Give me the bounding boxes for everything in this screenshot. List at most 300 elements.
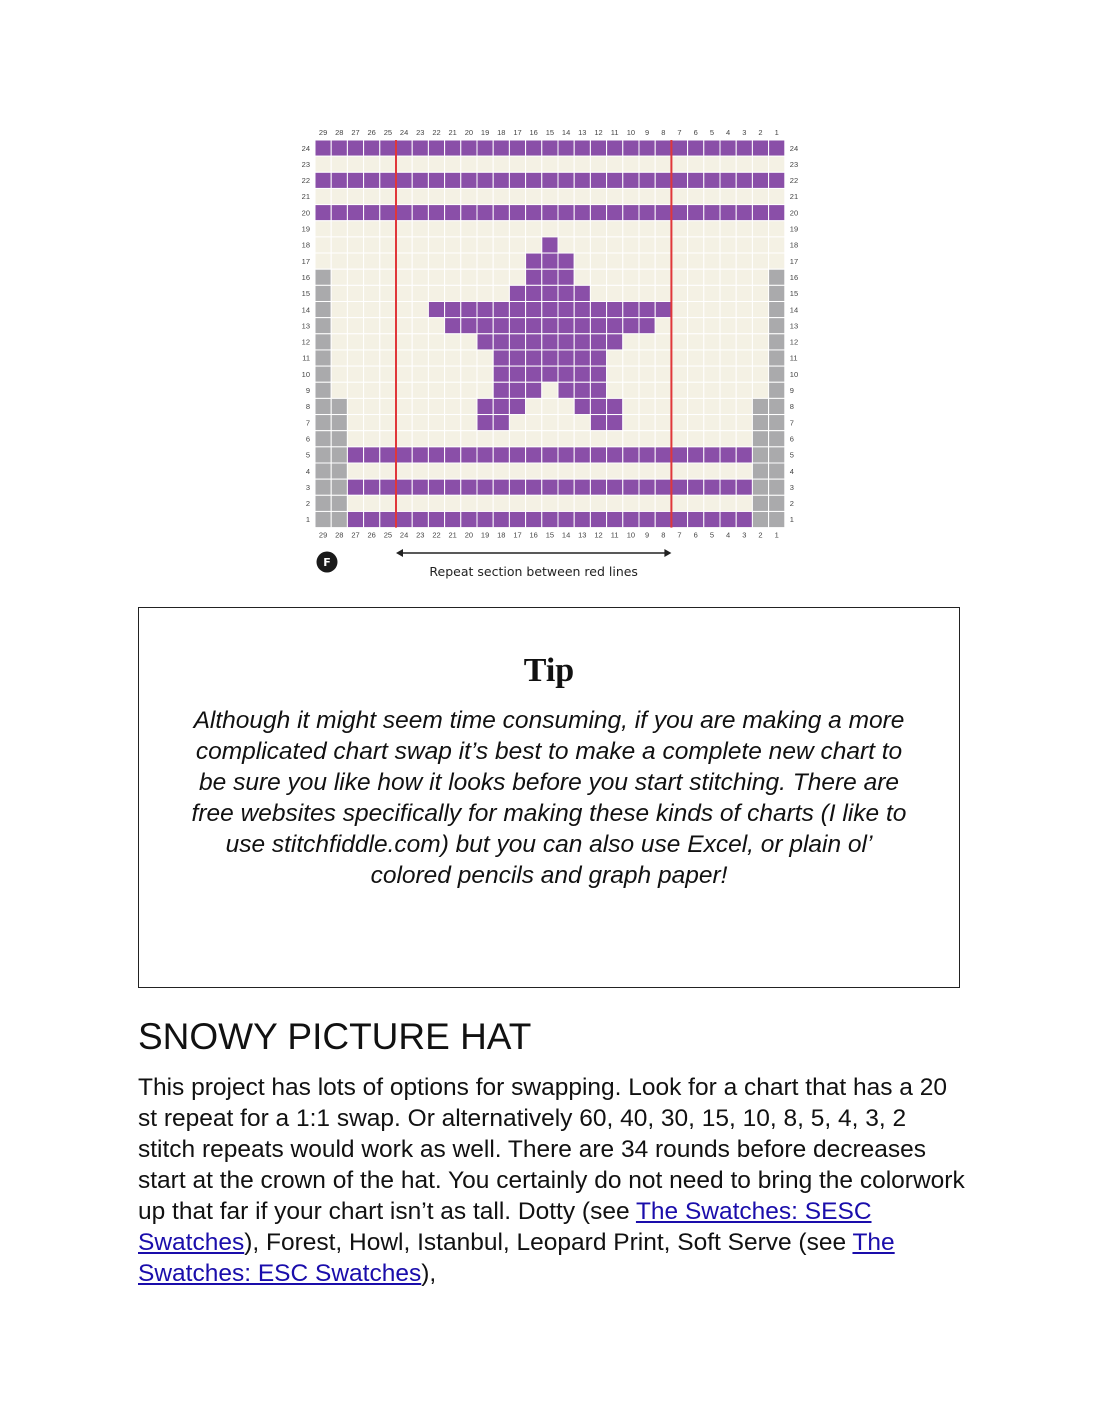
chart-cell: [769, 318, 785, 334]
chart-cell: [331, 495, 347, 511]
row-number: 2: [789, 499, 794, 509]
chart-cell: [347, 188, 363, 204]
chart-cell: [445, 415, 461, 431]
row-number: 20: [301, 208, 310, 218]
chart-cell: [704, 156, 720, 172]
column-number: 9: [645, 530, 650, 540]
chart-cell: [720, 156, 736, 172]
row-number: 13: [789, 321, 799, 331]
chart-cell: [736, 431, 752, 447]
chart-cell: [720, 334, 736, 350]
chart-cell: [331, 415, 347, 431]
chart-cell: [364, 237, 380, 253]
chart-cell: [526, 221, 542, 237]
chart-cell: [752, 285, 768, 301]
paragraph-text-3: ),: [421, 1260, 437, 1287]
chart-cell: [412, 415, 428, 431]
row-number: 22: [789, 176, 799, 186]
chart-cell: [331, 253, 347, 269]
chart-cell: [315, 221, 331, 237]
row-number: 22: [301, 176, 310, 186]
chart-cell: [574, 334, 590, 350]
chart-cell: [688, 463, 704, 479]
chart-cell: [655, 318, 671, 334]
chart-cell: [412, 156, 428, 172]
chart-cell: [364, 495, 380, 511]
chart-cell: [380, 253, 396, 269]
chart-cell: [509, 302, 525, 318]
chart-cell: [752, 382, 768, 398]
chart-cell: [509, 431, 525, 447]
chart-cell: [461, 140, 477, 156]
column-number: 29: [318, 530, 328, 540]
column-number: 17: [513, 128, 522, 137]
column-number: 21: [448, 128, 457, 137]
chart-cell: [412, 463, 428, 479]
chart-cell: [655, 398, 671, 414]
chart-cell: [769, 382, 785, 398]
chart-cell: [396, 302, 412, 318]
chart-cell: [574, 237, 590, 253]
chart-cell: [704, 237, 720, 253]
chart-cell: [704, 366, 720, 382]
column-number: 5: [709, 530, 714, 540]
chart-cell: [590, 447, 606, 463]
chart-cell: [671, 285, 687, 301]
column-number: 10: [626, 128, 636, 137]
column-number: 10: [626, 530, 636, 540]
chart-cell: [574, 140, 590, 156]
chart-cell: [688, 237, 704, 253]
column-number: 20: [464, 128, 474, 137]
column-number: 9: [645, 128, 650, 137]
chart-cell: [477, 221, 493, 237]
column-number: 24: [399, 530, 409, 540]
chart-cell: [380, 285, 396, 301]
chart-cell: [542, 156, 558, 172]
chart-cell: [364, 415, 380, 431]
chart-cell: [542, 318, 558, 334]
chart-cell: [671, 431, 687, 447]
chart-cell: [396, 463, 412, 479]
chart-cell: [752, 269, 768, 285]
chart-cell: [639, 269, 655, 285]
chart-cell: [526, 188, 542, 204]
chart-cell: [542, 237, 558, 253]
chart-cell: [493, 205, 509, 221]
chart-cell: [639, 447, 655, 463]
chart-cell: [428, 269, 444, 285]
chart-cell: [347, 447, 363, 463]
chart-cell: [364, 463, 380, 479]
chart-cell: [542, 366, 558, 382]
column-number: 18: [497, 530, 506, 540]
chart-cell: [704, 350, 720, 366]
column-number: 28: [335, 530, 344, 540]
column-number: 15: [545, 128, 555, 137]
chart-cell: [331, 447, 347, 463]
chart-cell: [688, 398, 704, 414]
chart-cell: [704, 398, 720, 414]
row-number: 17: [789, 256, 799, 266]
chart-cell: [331, 205, 347, 221]
chart-cell: [769, 479, 785, 495]
chart-cell: [461, 447, 477, 463]
chart-cell: [736, 172, 752, 188]
chart-cell: [655, 366, 671, 382]
chart-cell: [412, 140, 428, 156]
chart-cell: [347, 285, 363, 301]
chart-cell: [380, 205, 396, 221]
chart-cell: [542, 221, 558, 237]
chart-cell: [493, 334, 509, 350]
chart-cell: [509, 205, 525, 221]
chart-cell: [558, 172, 574, 188]
chart-cell: [623, 253, 639, 269]
column-number: 19: [480, 128, 490, 137]
column-numbers-bottom: [319, 531, 779, 540]
chart-cell: [493, 188, 509, 204]
chart-cell: [380, 302, 396, 318]
chart-cell: [412, 366, 428, 382]
chart-cell: [364, 188, 380, 204]
row-number: 14: [789, 305, 799, 315]
chart-cell: [445, 140, 461, 156]
chart-cell: [574, 302, 590, 318]
chart-cell: [752, 398, 768, 414]
chart-cell: [461, 398, 477, 414]
chart-cell: [720, 382, 736, 398]
chart-cell: [509, 156, 525, 172]
chart-cell: [590, 382, 606, 398]
chart-cell: [526, 269, 542, 285]
row-number: 8: [305, 402, 310, 412]
chart-cell: [477, 334, 493, 350]
chart-cell: [331, 188, 347, 204]
tip-body: Although it might seem time consuming, if you are making a more complicated chart swap it’s best to make a complete new chart to be sure you like how it looks before you start stitching. There are free websites specifically for making these kinds of charts (I like to use stitchfiddle.com) but you can also use Excel, or plain ol’ colored pencils and graph paper!: [191, 707, 907, 889]
chart-cell: [428, 334, 444, 350]
chart-cell: [493, 253, 509, 269]
chart-cell: [477, 172, 493, 188]
chart-cell: [428, 366, 444, 382]
chart-cell: [720, 237, 736, 253]
chart-cell: [590, 285, 606, 301]
chart-cell: [590, 140, 606, 156]
row-number: 10: [789, 369, 799, 379]
chart-cell: [623, 318, 639, 334]
chart-cell: [639, 431, 655, 447]
chart-cell: [347, 495, 363, 511]
link-esc-swatches[interactable]: The Swatches: ESC Swatches: [138, 1229, 895, 1287]
chart-cell: [380, 221, 396, 237]
chart-cell: [736, 188, 752, 204]
chart-cell: [493, 511, 509, 527]
chart-cell: [704, 334, 720, 350]
chart-cell: [461, 463, 477, 479]
chart-cell: [461, 269, 477, 285]
chart-cell: [493, 140, 509, 156]
chart-cell: [704, 511, 720, 527]
chart-cell: [477, 237, 493, 253]
chart-cell: [477, 285, 493, 301]
chart-cell: [461, 253, 477, 269]
chart-cell: [364, 269, 380, 285]
chart-cell: [623, 221, 639, 237]
chart-cell: [542, 495, 558, 511]
row-number: 24: [301, 143, 310, 153]
column-number: 14: [561, 530, 571, 540]
row-number: 9: [305, 386, 310, 396]
chart-cell: [445, 253, 461, 269]
chart-cell: [347, 172, 363, 188]
row-numbers-left: [302, 144, 310, 524]
chart-cell: [412, 253, 428, 269]
chart-cell: [428, 415, 444, 431]
chart-cell: [655, 511, 671, 527]
chart-cell: [736, 398, 752, 414]
chart-cell: [315, 447, 331, 463]
chart-cell: [704, 431, 720, 447]
chart-cell: [380, 511, 396, 527]
chart-cell: [671, 205, 687, 221]
row-number: 21: [301, 192, 310, 202]
chart-cell: [688, 366, 704, 382]
column-number: 25: [383, 530, 393, 540]
chart-cell: [331, 237, 347, 253]
chart-cell: [412, 398, 428, 414]
chart-cell: [542, 447, 558, 463]
chart-cell: [769, 447, 785, 463]
chart-cell: [671, 140, 687, 156]
column-number: 3: [742, 530, 747, 540]
chart-cell: [688, 140, 704, 156]
chart-cell: [607, 431, 623, 447]
chart-cell: [477, 447, 493, 463]
chart-cell: [574, 398, 590, 414]
chart-cell: [509, 318, 525, 334]
chart-cell: [428, 431, 444, 447]
chart-cell: [590, 479, 606, 495]
chart-cell: [623, 285, 639, 301]
chart-cell: [380, 382, 396, 398]
chart-cell: [331, 511, 347, 527]
chart-cell: [558, 318, 574, 334]
chart-cell: [315, 237, 331, 253]
chart-cell: [607, 318, 623, 334]
chart-cell: [671, 156, 687, 172]
chart-cell: [736, 205, 752, 221]
chart-cell: [720, 285, 736, 301]
chart-cell: [704, 253, 720, 269]
chart-cell: [461, 382, 477, 398]
chart-cell: [574, 253, 590, 269]
chart-cell: [542, 285, 558, 301]
chart-cell: [461, 350, 477, 366]
chart-cell: [720, 398, 736, 414]
chart-cell: [396, 511, 412, 527]
chart-cell: [347, 479, 363, 495]
chart-cell: [639, 318, 655, 334]
column-number: 11: [610, 530, 619, 540]
chart-cell: [623, 366, 639, 382]
chart-cell: [331, 350, 347, 366]
chart-cell: [509, 172, 525, 188]
chart-cell: [574, 382, 590, 398]
chart-cell: [639, 511, 655, 527]
chart-cell: [396, 156, 412, 172]
chart-cell: [477, 366, 493, 382]
chart-cell: [558, 188, 574, 204]
column-number: 18: [497, 128, 506, 137]
chart-cell: [736, 253, 752, 269]
chart-cell: [477, 463, 493, 479]
chart-cell: [331, 398, 347, 414]
column-number: 29: [318, 128, 328, 137]
row-number: 21: [789, 192, 799, 202]
chart-cell: [671, 237, 687, 253]
chart-cell: [347, 302, 363, 318]
chart-cell: [671, 463, 687, 479]
chart-cell: [315, 382, 331, 398]
chart-cell: [655, 463, 671, 479]
chart-cell: [671, 398, 687, 414]
chart-cell: [396, 140, 412, 156]
chart-cell: [445, 318, 461, 334]
chart-cell: [542, 511, 558, 527]
chart-cell: [655, 205, 671, 221]
column-number: 25: [383, 128, 393, 137]
chart-cell: [445, 221, 461, 237]
column-number: 16: [529, 530, 538, 540]
chart-cell: [412, 431, 428, 447]
chart-cell: [526, 398, 542, 414]
chart-cell: [558, 221, 574, 237]
chart-cell: [607, 188, 623, 204]
chart-cell: [477, 431, 493, 447]
chart-cell: [509, 285, 525, 301]
chart-cell: [445, 495, 461, 511]
chart-cell: [445, 237, 461, 253]
chart-cell: [623, 156, 639, 172]
chart-cell: [655, 350, 671, 366]
chart-cell: [347, 431, 363, 447]
row-number: 19: [301, 224, 310, 234]
chart-cell: [461, 188, 477, 204]
chart-cell: [752, 205, 768, 221]
chart-cell: [688, 205, 704, 221]
chart-cell: [493, 479, 509, 495]
chart-cell: [542, 463, 558, 479]
chart-cell: [364, 302, 380, 318]
chart-cell: [542, 334, 558, 350]
chart-cell: [607, 463, 623, 479]
chart-cell: [509, 415, 525, 431]
chart-cell: [720, 253, 736, 269]
row-number: 5: [305, 450, 310, 460]
chart-cell: [736, 495, 752, 511]
chart-cell: [364, 205, 380, 221]
chart-cell: [558, 511, 574, 527]
chart-cell: [574, 511, 590, 527]
chart-cell: [364, 253, 380, 269]
chart-cell: [509, 140, 525, 156]
column-number: 17: [513, 530, 522, 540]
chart-cell: [688, 188, 704, 204]
chart-cell: [558, 495, 574, 511]
chart-cell: [509, 269, 525, 285]
chart-cell: [396, 398, 412, 414]
chart-cell: [428, 398, 444, 414]
chart-cell: [769, 431, 785, 447]
chart-cell: [364, 366, 380, 382]
chart-cell: [428, 285, 444, 301]
chart-cell: [315, 140, 331, 156]
chart-cell: [688, 269, 704, 285]
chart-cell: [671, 479, 687, 495]
chart-cell: [558, 398, 574, 414]
chart-cell: [655, 253, 671, 269]
chart-cell: [574, 156, 590, 172]
chart-cell: [736, 302, 752, 318]
chart-cell: [445, 511, 461, 527]
column-number: 15: [545, 530, 555, 540]
chart-cell: [526, 156, 542, 172]
chart-cell: [590, 172, 606, 188]
chart-cell: [347, 221, 363, 237]
chart-cell: [526, 366, 542, 382]
chart-cell: [769, 511, 785, 527]
chart-cell: [461, 334, 477, 350]
chart-cell: [509, 188, 525, 204]
chart-cell: [315, 511, 331, 527]
chart-cell: [428, 205, 444, 221]
chart-cell: [720, 495, 736, 511]
chart-cell: [428, 140, 444, 156]
chart-cell: [720, 140, 736, 156]
chart-cell: [428, 156, 444, 172]
chart-cell: [428, 253, 444, 269]
chart-cell: [574, 366, 590, 382]
chart-cell: [542, 269, 558, 285]
chart-cell: [396, 237, 412, 253]
chart-cell: [315, 431, 331, 447]
tip-title: Tip: [523, 652, 575, 689]
chart-cell: [461, 318, 477, 334]
row-number: 7: [305, 418, 310, 428]
chart-cell: [542, 479, 558, 495]
chart-cell: [380, 237, 396, 253]
chart-cell: [769, 366, 785, 382]
chart-cell: [769, 463, 785, 479]
chart-cell: [671, 302, 687, 318]
chart-cell: [509, 253, 525, 269]
row-number: 20: [789, 208, 799, 218]
chart-cell: [380, 431, 396, 447]
chart-cell: [526, 495, 542, 511]
column-number: 21: [448, 530, 457, 540]
row-number: 3: [305, 482, 310, 492]
chart-cell: [445, 447, 461, 463]
chart-cell: [445, 382, 461, 398]
chart-cell: [380, 495, 396, 511]
chart-cell: [445, 269, 461, 285]
column-number: 27: [351, 128, 360, 137]
chart-cell: [704, 140, 720, 156]
chart-cell: [720, 431, 736, 447]
chart-cell: [396, 269, 412, 285]
link-sesc-swatches[interactable]: The Swatches: SESC Swatches: [138, 1198, 872, 1256]
chart-cell: [607, 285, 623, 301]
